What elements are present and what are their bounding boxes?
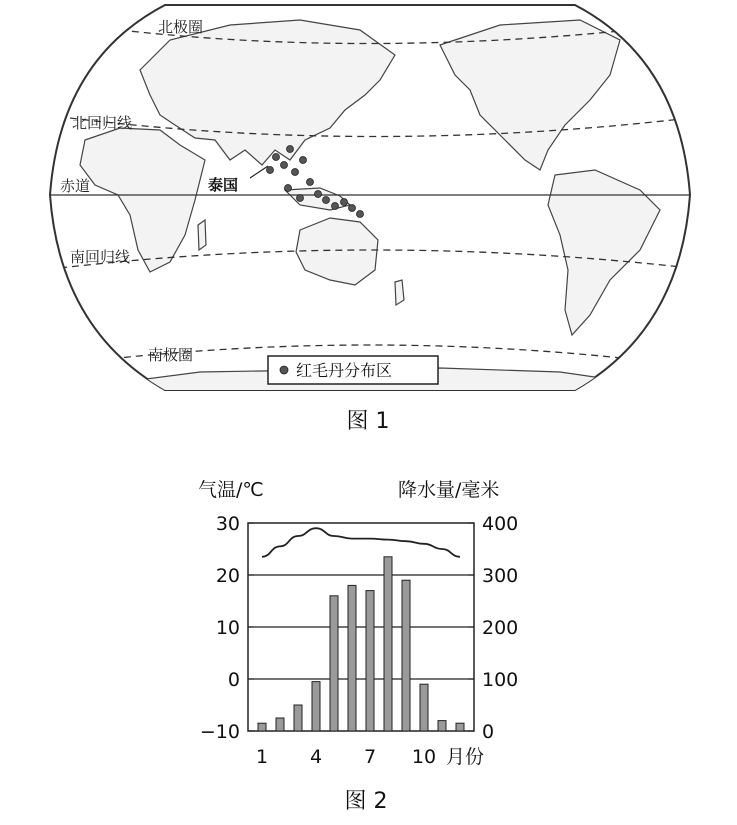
map-legend xyxy=(268,356,438,384)
x-tick-label: 10 xyxy=(411,746,437,768)
x-tick-label: 1 xyxy=(255,746,269,768)
distribution-dot xyxy=(307,179,314,186)
arctic-circle-label: 北极圈 xyxy=(158,18,204,36)
precipitation-bar xyxy=(294,705,302,731)
figure2-caption: 图 2 xyxy=(344,789,388,814)
x-tick-label: 4 xyxy=(309,746,323,768)
distribution-dot xyxy=(349,205,356,212)
distribution-dot xyxy=(357,211,364,218)
left-tick-label: 0 xyxy=(227,669,240,691)
distribution-dot xyxy=(267,167,274,174)
distribution-dot xyxy=(315,191,322,198)
left-tick-label: 10 xyxy=(215,617,240,639)
figure1-caption: 图 1 xyxy=(346,409,390,434)
tropic-of-cancer-label: 北回归线 xyxy=(72,114,133,132)
left-tick-label: 30 xyxy=(215,513,240,535)
precipitation-bar xyxy=(384,557,392,731)
distribution-dot xyxy=(273,154,280,161)
precipitation-bar xyxy=(276,718,284,731)
right-axis-title: 降水量/毫米 xyxy=(398,479,500,501)
new-zealand-landmass xyxy=(395,280,404,305)
distribution-dot xyxy=(292,169,299,176)
climate-chart xyxy=(198,479,518,768)
left-tick-label: 20 xyxy=(215,565,240,587)
precipitation-bar xyxy=(402,580,410,731)
equator-label: 赤道 xyxy=(60,177,91,195)
precipitation-bar xyxy=(366,591,374,731)
antarctic-circle-label: 南极圈 xyxy=(148,346,194,364)
thailand-label: 泰国 xyxy=(208,176,239,194)
precipitation-bar xyxy=(330,596,338,731)
legend-dot-icon xyxy=(280,366,288,374)
distribution-dot xyxy=(341,199,348,206)
precipitation-bar xyxy=(348,585,356,731)
left-axis-ticks xyxy=(200,513,254,743)
x-tick-label: 7 xyxy=(363,746,377,768)
distribution-dot xyxy=(287,146,294,153)
precipitation-bar xyxy=(312,682,320,731)
right-axis-ticks xyxy=(468,513,518,743)
x-unit-label: 月份 xyxy=(446,746,485,768)
tropic-of-capricorn-label: 南回归线 xyxy=(70,248,131,266)
precipitation-bar xyxy=(456,723,464,731)
distribution-dot xyxy=(323,197,330,204)
precipitation-bar xyxy=(258,723,266,731)
distribution-dot xyxy=(297,195,304,202)
left-tick-label: −10 xyxy=(199,721,240,743)
precipitation-bar xyxy=(438,721,446,731)
left-axis-title: 气温/℃ xyxy=(198,479,264,501)
world-map xyxy=(45,5,695,395)
legend-label: 红毛丹分布区 xyxy=(296,361,393,380)
right-tick-label: 200 xyxy=(482,617,519,639)
distribution-dot xyxy=(281,162,288,169)
right-tick-label: 0 xyxy=(482,721,495,743)
distribution-dot xyxy=(300,157,307,164)
right-tick-label: 400 xyxy=(482,513,519,535)
right-tick-label: 300 xyxy=(482,565,519,587)
x-axis-ticks xyxy=(256,746,436,768)
distribution-dot xyxy=(285,185,292,192)
madagascar-landmass xyxy=(198,220,206,250)
right-tick-label: 100 xyxy=(482,669,519,691)
precipitation-bar xyxy=(420,684,428,731)
distribution-dot xyxy=(332,203,339,210)
